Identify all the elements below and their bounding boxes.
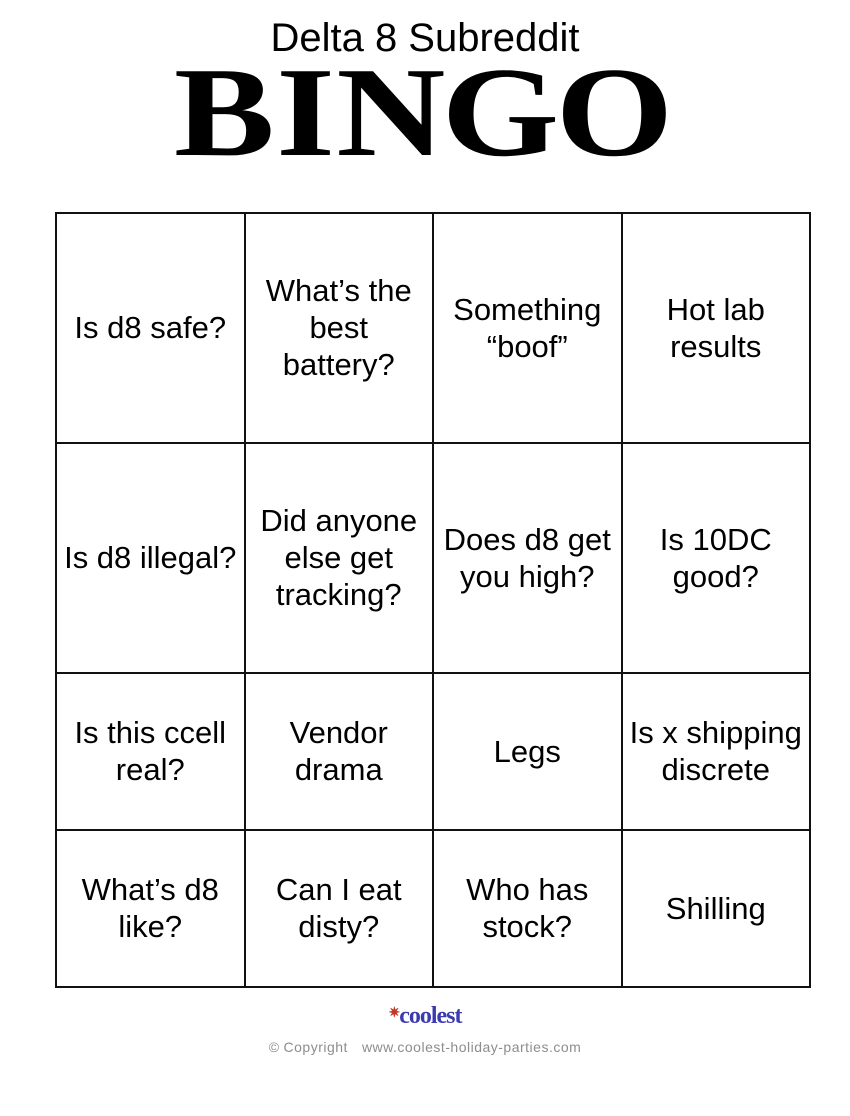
bingo-letter-n: N xyxy=(336,41,450,183)
table-row xyxy=(56,213,810,443)
brand-text: coolest xyxy=(399,1003,462,1029)
bingo-title xyxy=(0,41,850,183)
bingo-cell-r4c1[interactable]: What’s d8 like? xyxy=(56,830,245,987)
table-row xyxy=(56,830,810,987)
bingo-grid xyxy=(55,212,811,988)
bingo-cell-r1c4[interactable]: Hot lab results xyxy=(622,213,811,443)
footer xyxy=(0,1001,850,1055)
table-row xyxy=(56,443,810,673)
copyright-icon: © xyxy=(268,1039,280,1055)
bingo-letter-g: G xyxy=(441,41,565,183)
bingo-cell-r2c3[interactable]: Does d8 get you high? xyxy=(433,443,622,673)
bingo-cell-r2c1[interactable]: Is d8 illegal? xyxy=(56,443,245,673)
bingo-cell-r3c3[interactable]: Legs xyxy=(433,673,622,830)
bingo-cell-r4c3[interactable]: Who has stock? xyxy=(433,830,622,987)
bingo-cell-r1c1[interactable]: Is d8 safe? xyxy=(56,213,245,443)
bingo-cell-r2c2[interactable]: Did anyone else get tracking? xyxy=(245,443,434,673)
bingo-cell-r2c4[interactable]: Is 10DC good? xyxy=(622,443,811,673)
copyright-text: Copyright xyxy=(283,1039,348,1055)
bingo-cell-r1c2[interactable]: What’s the best battery? xyxy=(245,213,434,443)
table-row xyxy=(56,673,810,830)
bingo-cell-r4c4[interactable]: Shilling xyxy=(622,830,811,987)
website-url: www.coolest-holiday-parties.com xyxy=(361,1039,582,1055)
coolest-logo xyxy=(388,1001,461,1029)
bingo-letter-b: B xyxy=(173,41,280,183)
star-icon: ✷ xyxy=(388,1006,400,1021)
bingo-card-page xyxy=(0,16,850,1116)
bingo-cell-r3c4[interactable]: Is x shipping discrete xyxy=(622,673,811,830)
copyright-line xyxy=(0,1039,850,1055)
bingo-letter-i: I xyxy=(276,41,340,183)
bingo-table xyxy=(55,212,811,988)
bingo-cell-r4c2[interactable]: Can I eat disty? xyxy=(245,830,434,987)
bingo-cell-r1c3[interactable]: Something “boof” xyxy=(433,213,622,443)
bingo-letter-o: O xyxy=(555,41,678,183)
card-subtitle: Delta 8 Subreddit xyxy=(270,16,580,60)
bingo-cell-r3c2[interactable]: Vendor drama xyxy=(245,673,434,830)
bingo-cell-r3c1[interactable]: Is this ccell real? xyxy=(56,673,245,830)
